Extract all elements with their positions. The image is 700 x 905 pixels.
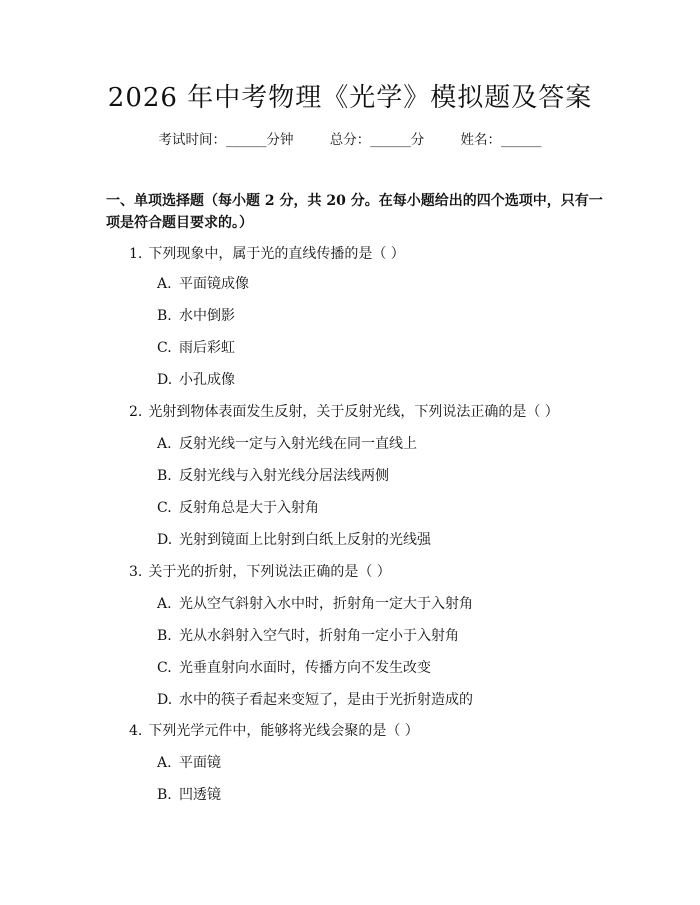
option-letter: D. [157, 532, 173, 548]
option-text: 水中的筷子看起来变短了，是由于光折射造成的 [179, 692, 473, 708]
option-text: 光从水斜射入空气时，折射角一定小于入射角 [179, 628, 459, 644]
total-score-field: 总分：______分 [329, 132, 425, 148]
question-2-option-a [157, 434, 417, 454]
question-1-option-d [157, 370, 235, 390]
question-4 [129, 721, 419, 741]
question-1 [129, 244, 405, 264]
student-name-field: 姓名：______ [460, 132, 542, 148]
option-text: 光射到镜面上比射到白纸上反射的光线强 [179, 532, 431, 548]
option-text: 光垂直射向水面时，传播方向不发生改变 [179, 660, 431, 676]
question-4-option-b [157, 785, 221, 805]
question-2 [129, 402, 559, 422]
question-2-option-c [157, 498, 319, 518]
exam-info-line [0, 130, 700, 150]
question-number: 4. [129, 723, 143, 739]
option-text: 平面镜 [179, 755, 221, 771]
option-letter: B. [157, 308, 172, 324]
option-letter: D. [157, 372, 173, 388]
question-2-option-b [157, 466, 389, 486]
option-text: 反射角总是大于入射角 [179, 500, 319, 516]
question-number: 2. [129, 404, 143, 420]
page-title: 2026 年中考物理《光学》模拟题及答案 [107, 83, 593, 113]
option-letter: C. [157, 660, 172, 676]
option-text: 水中倒影 [179, 308, 235, 324]
question-text: 下列光学元件中，能够将光线会聚的是（ ） [148, 723, 419, 739]
question-3 [129, 562, 391, 582]
question-1-option-a [157, 274, 249, 294]
option-letter: A. [157, 436, 172, 452]
option-text: 反射光线与入射光线分居法线两侧 [179, 468, 389, 484]
option-text: 光从空气斜射入水中时，折射角一定大于入射角 [179, 596, 473, 612]
question-1-option-b [157, 306, 235, 326]
question-4-option-a [157, 753, 221, 773]
question-2-option-d [157, 530, 431, 550]
option-letter: C. [157, 500, 172, 516]
option-text: 平面镜成像 [179, 276, 249, 292]
section-heading: 一、单项选择题（每小题 2 分，共 20 分。在每小题给出的四个选项中，只有一项是符合题目要求的。） [106, 193, 603, 231]
option-letter: C. [157, 340, 172, 356]
option-letter: D. [157, 692, 173, 708]
option-letter: B. [157, 468, 172, 484]
option-letter: B. [157, 628, 172, 644]
question-text: 关于光的折射，下列说法正确的是（ ） [148, 564, 391, 580]
exam-time-field: 考试时间：______分钟 [158, 132, 294, 148]
question-text: 下列现象中，属于光的直线传播的是（ ） [148, 246, 405, 262]
option-letter: A. [157, 276, 172, 292]
option-text: 凹透镜 [179, 787, 221, 803]
option-text: 雨后彩虹 [179, 340, 235, 356]
question-text: 光射到物体表面发生反射，关于反射光线，下列说法正确的是（ ） [148, 404, 559, 420]
option-letter: A. [157, 596, 172, 612]
question-number: 3. [129, 564, 143, 580]
question-3-option-d [157, 690, 473, 710]
option-text: 反射光线一定与入射光线在同一直线上 [179, 436, 417, 452]
option-letter: A. [157, 755, 172, 771]
question-3-option-b [157, 626, 459, 646]
option-letter: B. [157, 787, 172, 803]
question-number: 1. [129, 246, 143, 262]
question-1-option-c [157, 338, 235, 358]
question-3-option-a [157, 594, 473, 614]
option-text: 小孔成像 [179, 372, 235, 388]
question-3-option-c [157, 658, 431, 678]
